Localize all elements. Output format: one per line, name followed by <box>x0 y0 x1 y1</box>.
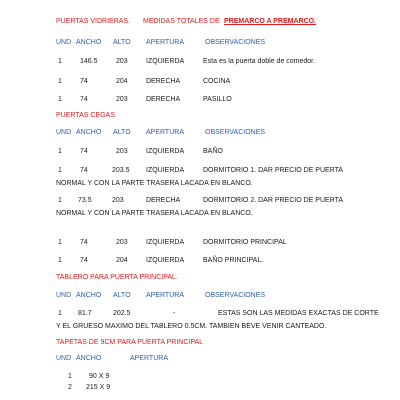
cell-observaciones: PASILLO <box>203 96 232 103</box>
table-row <box>0 166 400 176</box>
column-headers <box>0 291 400 301</box>
cell-alto: 203 <box>116 239 128 246</box>
cell-observaciones: BAÑO PRINCIPAL. <box>203 257 264 264</box>
cell-und: 1 <box>58 78 62 85</box>
col-observaciones: OBSERVACIONES <box>205 129 266 136</box>
table-row <box>0 372 400 382</box>
col-alto: ALTO <box>113 292 131 299</box>
col-apertura: APERTURA <box>146 292 184 299</box>
cell-und: 1 <box>58 96 62 103</box>
cell-und: 1 <box>58 239 62 246</box>
cell-ancho: 73.5 <box>78 197 92 204</box>
col-apertura: APERTURA <box>146 39 184 46</box>
cell-alto: 202.5 <box>113 310 131 317</box>
table-row <box>0 57 400 67</box>
col-und: UND <box>56 39 72 46</box>
cell-ancho: 74 <box>80 78 88 85</box>
cell-alto: 203 <box>116 148 128 155</box>
cell-observaciones: COCINA <box>203 78 231 85</box>
cell-alto: 204 <box>116 78 128 85</box>
col-apertura: APERTURA <box>130 355 168 362</box>
table-row <box>0 256 400 266</box>
cell-ancho: 81.7 <box>78 310 92 317</box>
table-row <box>0 238 400 248</box>
cell-apertura: IZQUIERDA <box>146 58 185 65</box>
cell-ancho: 74 <box>80 148 88 155</box>
table-row-continuation <box>0 209 400 219</box>
cell-observaciones: DORMITORIO 2. DAR PRECIO DE PUERTA <box>203 197 344 204</box>
cell-apertura: IZQUIERDA <box>146 257 185 264</box>
cell-alto: 203 <box>112 197 124 204</box>
section-title-cegas: PUERTAS CEGAS. <box>56 112 117 119</box>
col-ancho: ANCHO <box>76 129 102 136</box>
col-und: UND <box>56 129 72 136</box>
column-headers <box>0 354 400 364</box>
cell-observaciones: DORMITORIO PRINCIPAL <box>203 239 287 246</box>
col-ancho: ANCHO <box>76 39 102 46</box>
col-und: UND <box>56 292 72 299</box>
cell-alto: 203.5 <box>112 167 130 174</box>
cell-und: 1 <box>58 310 62 317</box>
cell-und: 1 <box>68 373 72 380</box>
col-alto: ALTO <box>113 39 131 46</box>
cell-ancho: 74 <box>80 96 88 103</box>
col-observaciones: OBSERVACIONES <box>205 292 266 299</box>
cell-apertura: DERECHA <box>146 197 181 204</box>
col-ancho: ANCHO <box>76 355 102 362</box>
col-und: UND <box>56 355 72 362</box>
table-row <box>0 95 400 105</box>
col-observaciones: OBSERVACIONES <box>205 39 266 46</box>
cell-apertura: DERECHA <box>146 96 181 103</box>
cell-apertura: IZQUIERDA <box>146 148 185 155</box>
table-row <box>0 196 400 206</box>
cell-ancho: 74 <box>80 257 88 264</box>
cell-alto: 203 <box>116 58 128 65</box>
table-row-continuation <box>0 179 400 189</box>
col-alto: ALTO <box>113 129 131 136</box>
cell-und: 1 <box>58 58 62 65</box>
cell-size: 215 X 9 <box>86 384 111 391</box>
premarco-label: PREMARCO A PREMARCO. <box>224 18 317 25</box>
cell-ancho: 74 <box>80 167 88 174</box>
table-row <box>0 147 400 157</box>
cell-observaciones-continued: NORMAL Y CON LA PARTE TRASERA LACADA EN BLANCO. <box>56 180 253 187</box>
measures-label: MEDIDAS TOTALES DE <box>143 18 220 25</box>
cell-observaciones: DORMITORIO 1. DAR PRECIO DE PUERTA <box>203 167 344 174</box>
table-row <box>0 77 400 87</box>
cell-apertura: - <box>173 310 176 317</box>
cell-observaciones: ESTAS SON LAS MEDIDAS EXACTAS DE CORTE <box>218 310 379 317</box>
header-line <box>0 17 400 27</box>
section-title-tapetas: TAPETAS DE 9CM PARA PUERTA PRINCIPAL <box>56 339 204 346</box>
cell-und: 1 <box>58 167 62 174</box>
cell-observaciones: Esta es la puerta doble de comedor. <box>203 58 316 65</box>
section-title-vidrieras: PUERTAS VIDRIERAS. <box>56 18 131 25</box>
cell-und: 1 <box>58 197 62 204</box>
cell-alto: 203 <box>116 96 128 103</box>
cell-und: 1 <box>58 148 62 155</box>
cell-und: 2 <box>68 384 72 391</box>
cell-observaciones: BAÑO <box>203 148 223 155</box>
cell-apertura: IZQUIERDA <box>146 239 185 246</box>
col-ancho: ANCHO <box>76 292 102 299</box>
cell-apertura: IZQUIERDA <box>146 167 185 174</box>
table-row-continuation <box>0 322 400 332</box>
table-row <box>0 309 400 319</box>
col-apertura: APERTURA <box>146 129 184 136</box>
cell-ancho: 74 <box>80 239 88 246</box>
cell-und: 1 <box>58 257 62 264</box>
section-title-line <box>0 111 400 121</box>
cell-alto: 204 <box>116 257 128 264</box>
cell-apertura: DERECHA <box>146 78 181 85</box>
section-title-line <box>0 273 400 283</box>
cell-size: 90 X 9 <box>89 373 110 380</box>
column-headers <box>0 128 400 138</box>
table-row <box>0 383 400 393</box>
section-title-line <box>0 338 400 348</box>
cell-ancho: 146.5 <box>80 58 98 65</box>
cell-observaciones-continued: NORMAL Y CON LA PARTE TRASERA LACADA EN BLANCO. <box>56 210 253 217</box>
column-headers <box>0 38 400 48</box>
section-title-tablero: TABLERO PARA PUERTA PRINCIPAL. <box>56 274 178 281</box>
cell-observaciones-continued: Y EL GRUESO MAXIMO DEL TABLERO 0.5CM. TAMBIEN BEVE VENIR CANTEADO. <box>56 323 327 330</box>
